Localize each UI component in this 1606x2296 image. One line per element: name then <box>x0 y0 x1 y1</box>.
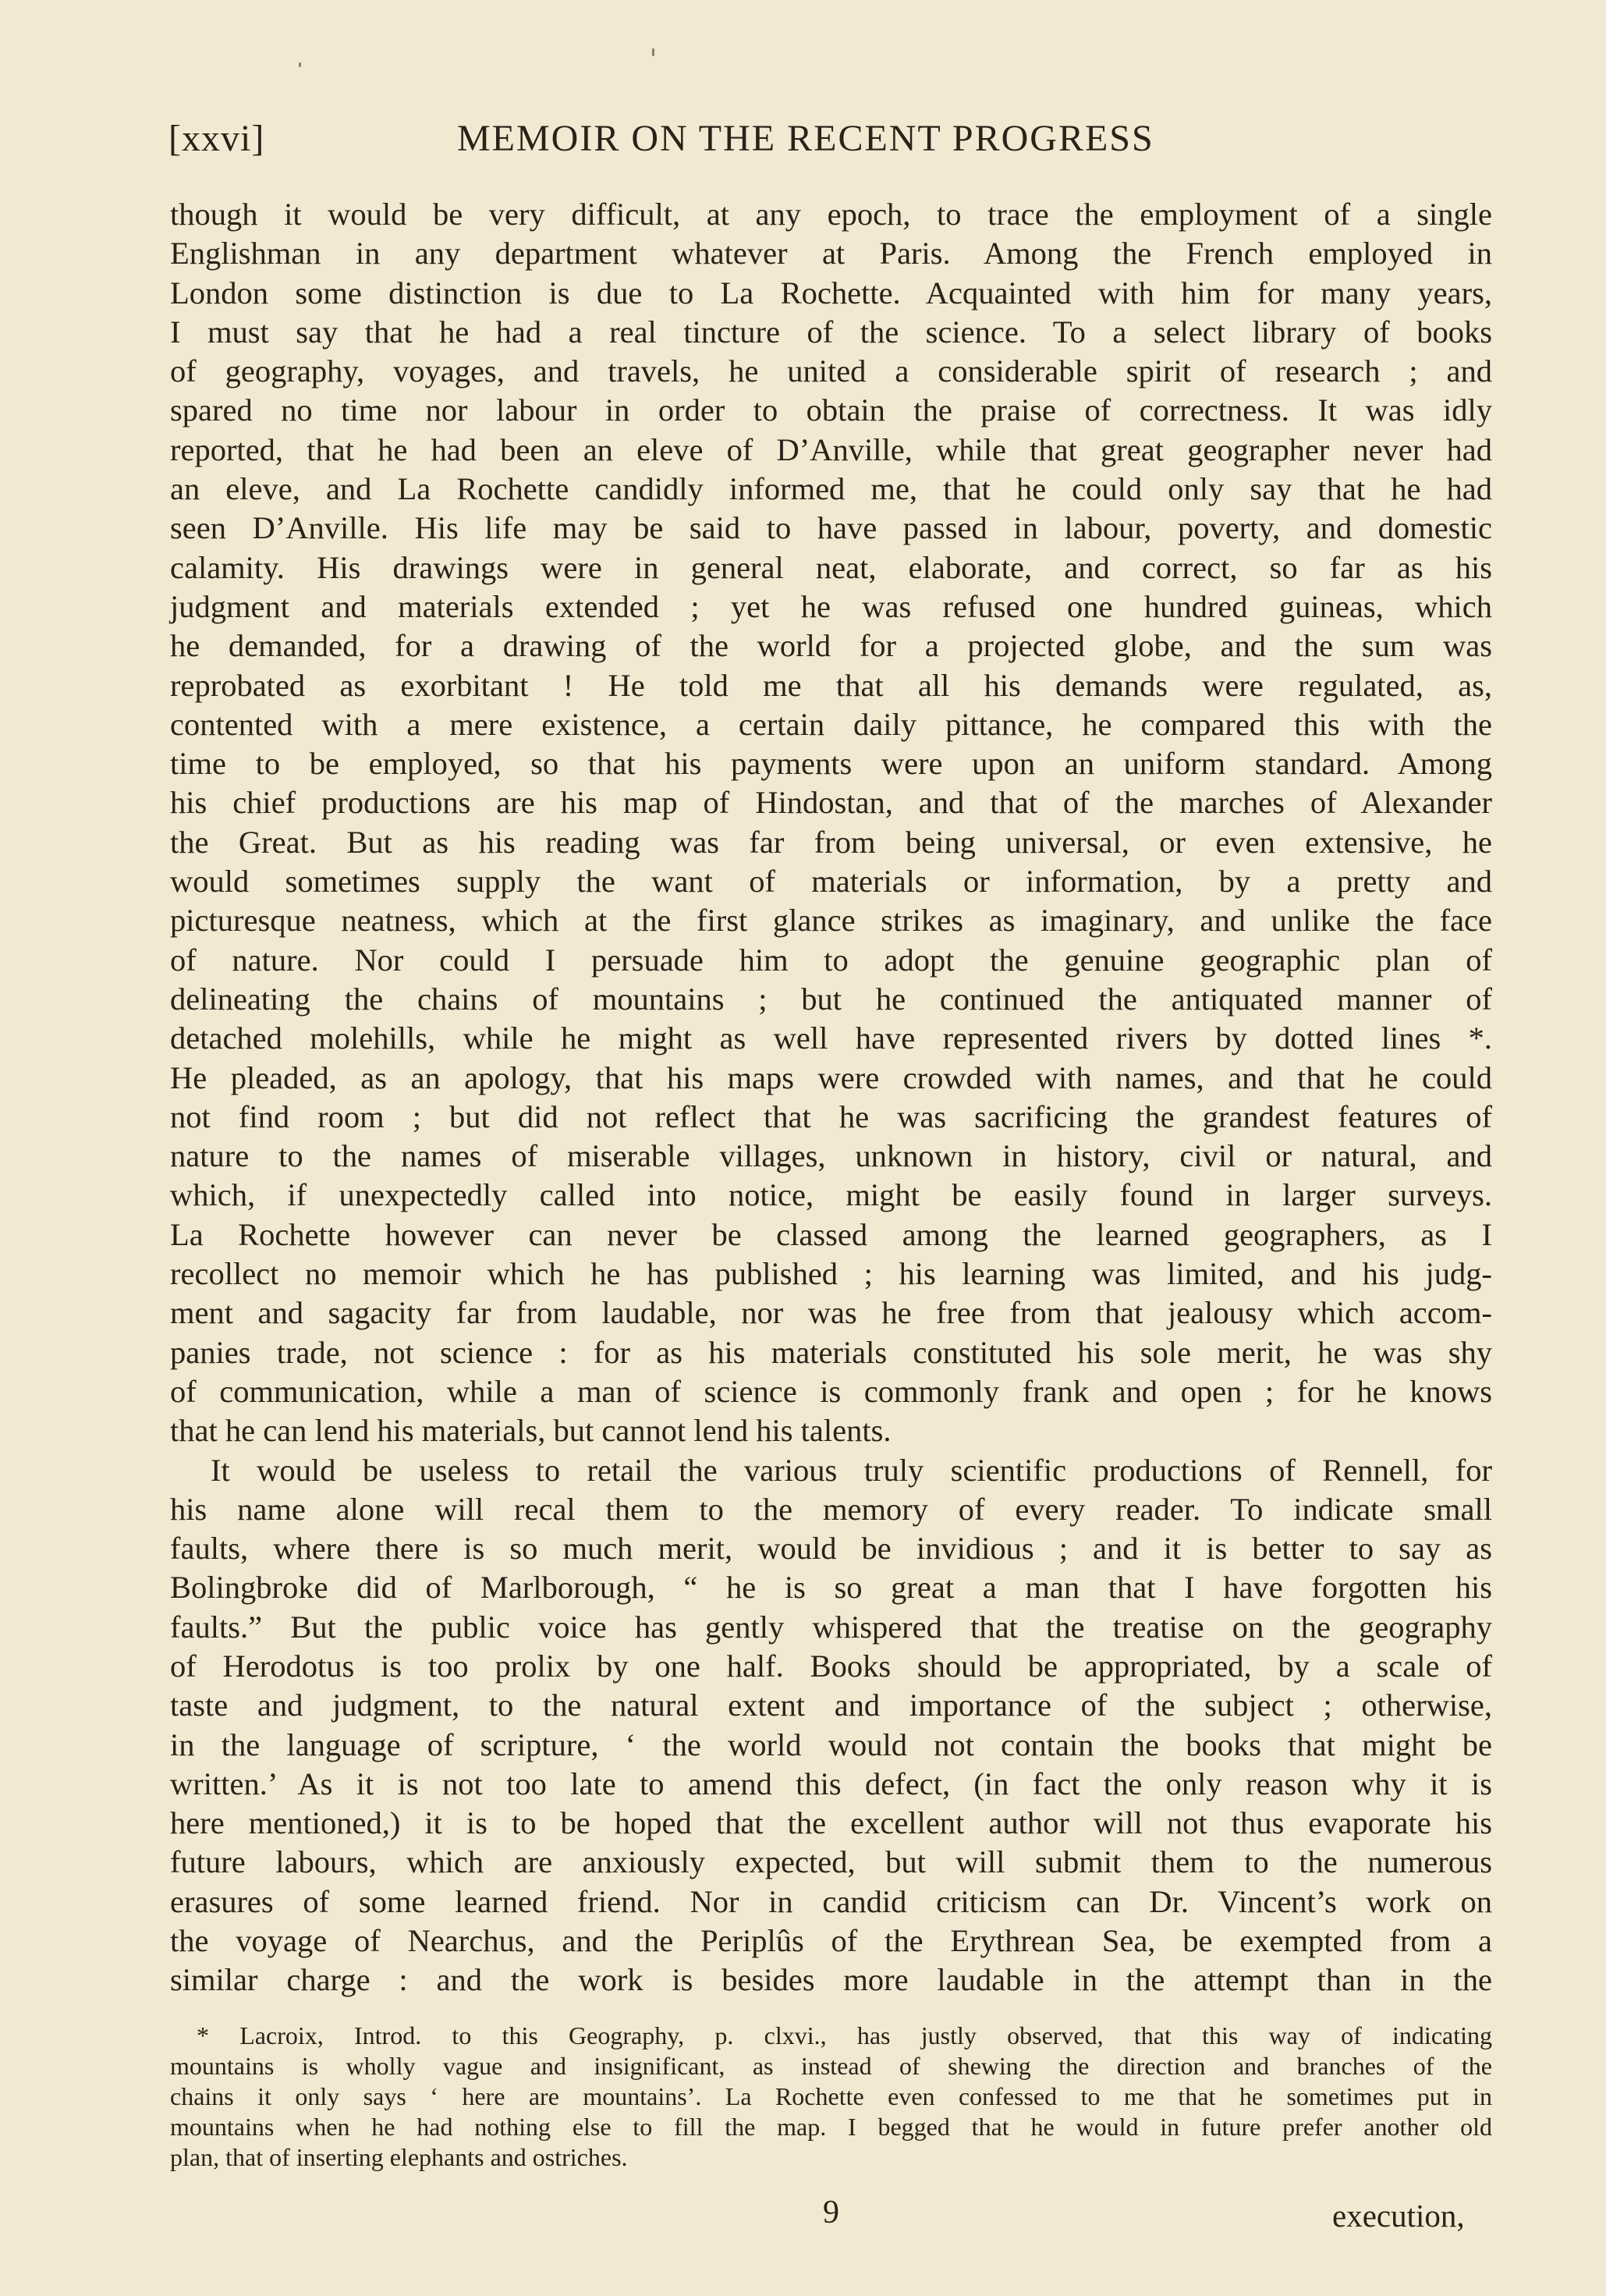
text-line: I must say that he had a real tincture of the science. To a select library of books <box>170 314 1492 350</box>
text-line: would sometimes supply the want of materials or information, by a pretty and <box>170 864 1492 900</box>
text-line: time to be employed, so that his payments were upon an uniform standard. Among <box>170 746 1492 782</box>
footnote-line: mountains when he had nothing else to fill the map. I begged that he would in future prefer another old <box>170 2113 1492 2141</box>
main-text <box>170 195 1492 2000</box>
text-line: he demanded, for a drawing of the world for a projected globe, and the sum was <box>170 628 1492 664</box>
footnote-line: plan, that of inserting elephants and ostriches. <box>170 2143 628 2171</box>
text-line: the voyage of Nearchus, and the Periplûs of the Erythrean Sea, be exempted from a <box>170 1923 1492 1959</box>
text-line: faults, where there is so much merit, would be invidious ; and it is better to say as <box>170 1531 1492 1567</box>
text-line: of Herodotus is too prolix by one half. Books should be appropriated, by a scale of <box>170 1648 1492 1684</box>
text-line: spared no time nor labour in order to obtain the praise of correctness. It was idly <box>170 392 1492 428</box>
footnote-line: * Lacroix, Introd. to this Geography, p. clxvi., has justly observed, that this way of indicating <box>197 2021 1492 2049</box>
text-line: recollect no memoir which he has published ; his learning was limited, and his judg- <box>170 1256 1492 1292</box>
text-line: future labours, which are anxiously expected, but will submit them to the numerous <box>170 1844 1492 1880</box>
text-line: picturesque neatness, which at the first glance strikes as imaginary, and unlike the face <box>170 903 1492 939</box>
text-line: erasures of some learned friend. Nor in candid criticism can Dr. Vincent’s work on <box>170 1883 1492 1919</box>
text-line: reprobated as exorbitant ! He told me that all his demands were regulated, as, <box>170 667 1492 703</box>
text-line: taste and judgment, to the natural extent and importance of the subject ; otherwise, <box>170 1687 1492 1723</box>
text-line: ment and sagacity far from laudable, nor was he free from that jealousy which accom- <box>170 1295 1492 1331</box>
signature-mark: 9 <box>823 2195 839 2230</box>
text-line: faults.” But the public voice has gently whispered that the treatise on the geography <box>170 1609 1492 1645</box>
text-line: contented with a mere existence, a certain daily pittance, he compared this with the <box>170 706 1492 742</box>
text-line: of communication, while a man of science is commonly frank and open ; for he knows <box>170 1373 1492 1409</box>
text-line: judgment and materials extended ; yet he was refused one hundred guineas, which <box>170 588 1492 624</box>
text-line: reported, that he had been an eleve of D’Anville, while that great geographer never had <box>170 431 1492 467</box>
text-line: nature to the names of miserable villages, unknown in history, civil or natural, and <box>170 1138 1492 1174</box>
page-number: [xxvi] <box>168 118 265 159</box>
text-line: panies trade, not science : for as his materials constituted his sole merit, he was shy <box>170 1334 1492 1370</box>
text-line: He pleaded, as an apology, that his maps were crowded with names, and that he could <box>170 1059 1492 1095</box>
text-line: delineating the chains of mountains ; but he continued the antiquated manner of <box>170 981 1492 1017</box>
text-line: though it would be very difficult, at any epoch, to trace the employment of a single <box>170 197 1492 232</box>
paper-speck <box>299 62 301 67</box>
text-line: La Rochette however can never be classed among the learned geographers, as I <box>170 1216 1492 1252</box>
catchword: execution, <box>1332 2198 1465 2234</box>
text-line: calamity. His drawings were in general neat, elaborate, and correct, so far as his <box>170 549 1492 585</box>
text-line: that he can lend his materials, but cannot lend his talents. <box>170 1413 892 1449</box>
text-line: which, if unexpectedly called into notice, might be easily found in larger surveys. <box>170 1177 1492 1213</box>
text-line: not find room ; but did not reflect that he was sacrificing the grandest features of <box>170 1098 1492 1134</box>
text-line: It would be useless to retail the various truly scientific productions of Rennell, for <box>211 1452 1492 1488</box>
text-line: his chief productions are his map of Hindostan, and that of the marches of Alexander <box>170 785 1492 821</box>
text-line: an eleve, and La Rochette candidly informed me, that he could only say that he had <box>170 471 1492 507</box>
text-line: detached molehills, while he might as well have represented rivers by dotted lines *. <box>170 1020 1492 1056</box>
text-line: similar charge : and the work is besides more laudable in the attempt than in the <box>170 1962 1492 1998</box>
text-line: in the language of scripture, ‘ the world would not contain the books that might be <box>170 1726 1492 1762</box>
text-line: London some distinction is due to La Rochette. Acquainted with him for many years, <box>170 275 1492 311</box>
text-line: of nature. Nor could I persuade him to adopt the genuine geographic plan of <box>170 942 1492 978</box>
text-line: Bolingbroke did of Marlborough, “ he is so great a man that I have forgotten his <box>170 1570 1492 1606</box>
page-title: MEMOIR ON THE RECENT PROGRESS <box>457 118 1154 159</box>
text-line: of geography, voyages, and travels, he united a considerable spirit of research ; and <box>170 353 1492 389</box>
footnote <box>170 2021 1492 2173</box>
text-line: Englishman in any department whatever at Paris. Among the French employed in <box>170 236 1492 271</box>
text-line: the Great. But as his reading was far from being universal, or even extensive, he <box>170 824 1492 860</box>
text-line: here mentioned,) it is to be hoped that the excellent author will not thus evaporate his <box>170 1805 1492 1841</box>
footnote-line: mountains is wholly vague and insignificant, as instead of shewing the direction and branches of the <box>170 2052 1492 2080</box>
text-line: seen D’Anville. His life may be said to have passed in labour, poverty, and domestic <box>170 510 1492 546</box>
text-line: written.’ As it is not too late to amend this defect, (in fact the only reason why it is <box>170 1765 1492 1801</box>
running-head <box>168 117 1494 164</box>
footnote-line: chains it only says ‘ here are mountains’. La Rochette even confessed to me that he sometimes put in <box>170 2082 1492 2110</box>
text-line: his name alone will recal them to the memory of every reader. To indicate small <box>170 1491 1492 1527</box>
paper-speck <box>652 48 654 56</box>
